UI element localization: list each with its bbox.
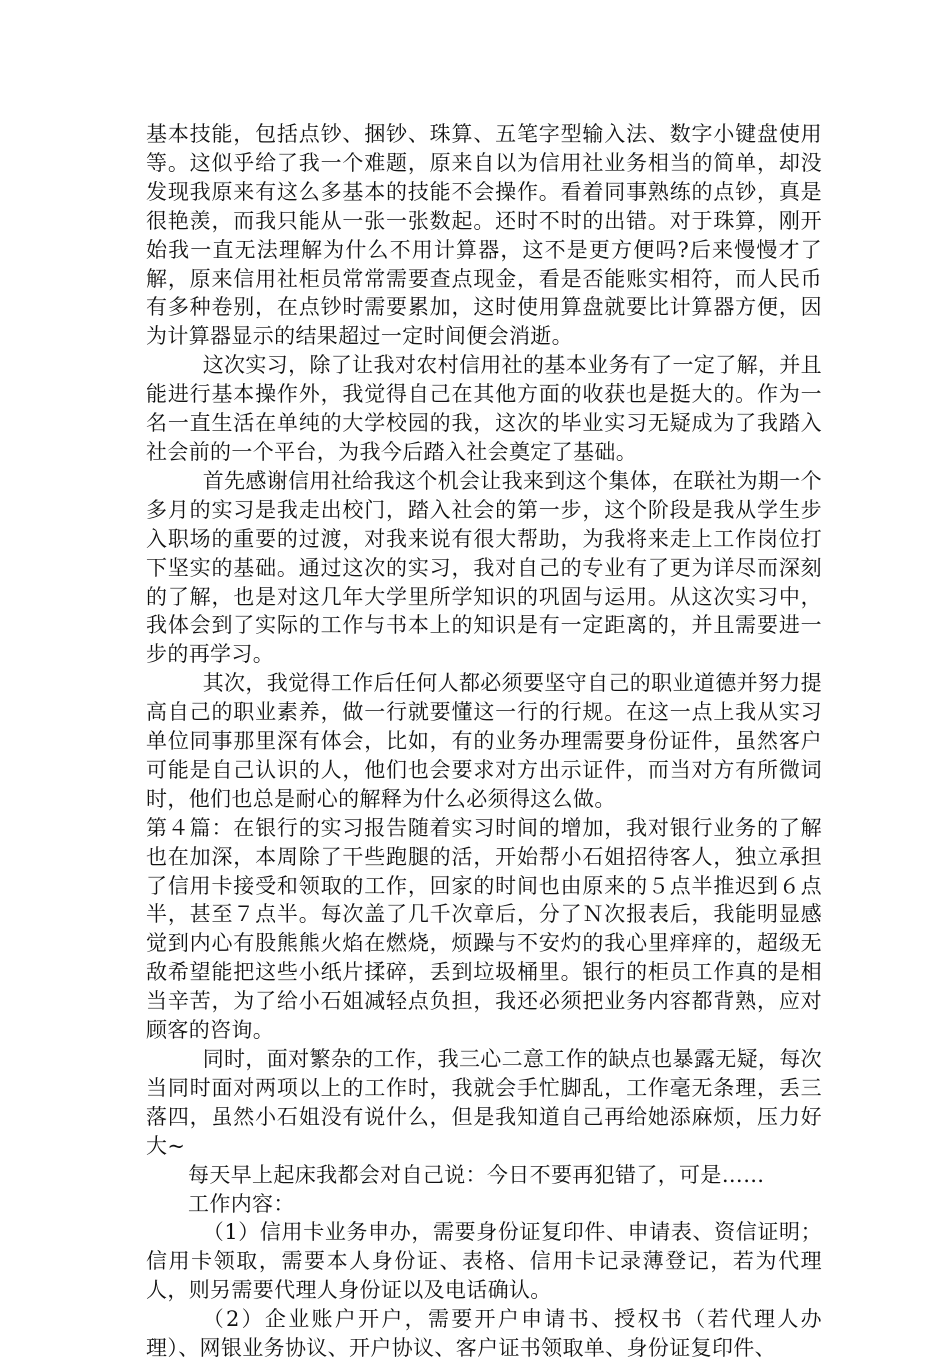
paragraph-article-4: 第４篇：在银行的实习报告随着实习时间的增加，我对银行业务的了解也在加深，本周除了干些跑腿的活，开始帮小石姐招待客人，独立承担了信用卡接受和领取的工作，回家的时间也由原来的５点半推迟到６点半，甚至７点半。每次盖了几千次章后，分了Ｎ次报表后，我能明显感觉到内心有股熊熊火焰在燃烧，烦躁与不安灼的我心里痒痒的，超级无敌希望能把这些小纸片揉碎，丢到垃圾桶里。银行的柜员工作真的是相当辛苦，为了给小石姐减轻点负担，我还必须把业务内容都背熟，应对顾客的咨询。 xyxy=(146,815,822,1043)
paragraph-morning: 每天早上起床我都会对自己说：今日不要再犯错了，可是…… xyxy=(188,1162,765,1187)
paragraph-thanks: 首先感谢信用社给我这个机会让我来到这个集体，在联社为期一个多月的实习是我走出校门，踏入社会的第一步，这个阶段是我从学生步入职场的重要的过渡，对我来说有很大帮助，为我将来走上工作岗位打下坚实的基础。通过这次的实习，我对自己的专业有了更为详尽而深刻的了解，也是对这几年大学里所学知识的巩固与运用。从这次实习中，我体会到了实际的工作与书本上的知识是有一定距离的，并且需要进一步的再学习。 xyxy=(146,468,822,667)
paragraph-corporate-account: （2）企业账户开户，需要开户申请书、授权书（若代理人办理）、网银业务协议、开户协议、客户证书领取单、身份证复印件、 xyxy=(146,1307,822,1361)
paragraph-work-content-heading: 工作内容： xyxy=(188,1191,295,1216)
paragraph-basic-skills: 基本技能，包括点钞、捆钞、珠算、五笔字型输入法、数字小键盘使用等。这似乎给了我一个难题，原来自以为信用社业务相当的简单，却没发现我原来有这么多基本的技能不会操作。看着同事熟练的点钞，真是很艳羡，而我只能从一张一张数起。还时不时的出错。对于珠算，刚开始我一直无法理解为什么不用计算器，这不是更方便吗?后来慢慢才了解，原来信用社柜员常常需要查点现金，看是否能账实相符，而人民币有多种卷别，在点钞时需要累加，这时使用算盘就要比计算器方便，因为计算器显示的结果超过一定时间便会消逝。 xyxy=(146,122,822,349)
paragraph-internship-gains: 这次实习，除了让我对农村信用社的基本业务有了一定了解，并且能进行基本操作外，我觉得自己在其他方面的收获也是挺大的。作为一名一直生活在单纯的大学校园的我，这次的毕业实习无疑成为了我踏入社会前的一个平台，为我今后踏入社会奠定了基础。 xyxy=(146,353,822,464)
document-body xyxy=(146,120,822,1363)
paragraph-professional-ethics: 其次，我觉得工作后任何人都必须要坚守自己的职业道德并努力提高自己的职业素养，做一行就要懂这一行的行规。在这一点上我从实习单位同事那里深有体会，比如，有的业务办理需要身份证件，虽然客户可能是自己认识的人，他们也会要求对方出示证件，而当对方有所微词时，他们也总是耐心的解释为什么必须得这么做。 xyxy=(146,671,822,811)
paragraph-credit-card: （1）信用卡业务申办，需要身份证复印件、申请表、资信证明；信用卡领取，需要本人身份证、表格、信用卡记录薄登记，若为代理人，则另需要代理人身份证以及电话确认。 xyxy=(146,1220,822,1303)
paragraph-shortcomings: 同时，面对繁杂的工作，我三心二意工作的缺点也暴露无疑，每次当同时面对两项以上的工作时，我就会手忙脚乱，工作毫无条理，丢三落四，虽然小石姐没有说什么，但是我知道自己再给她添麻烦，压力好大~ xyxy=(146,1047,822,1158)
